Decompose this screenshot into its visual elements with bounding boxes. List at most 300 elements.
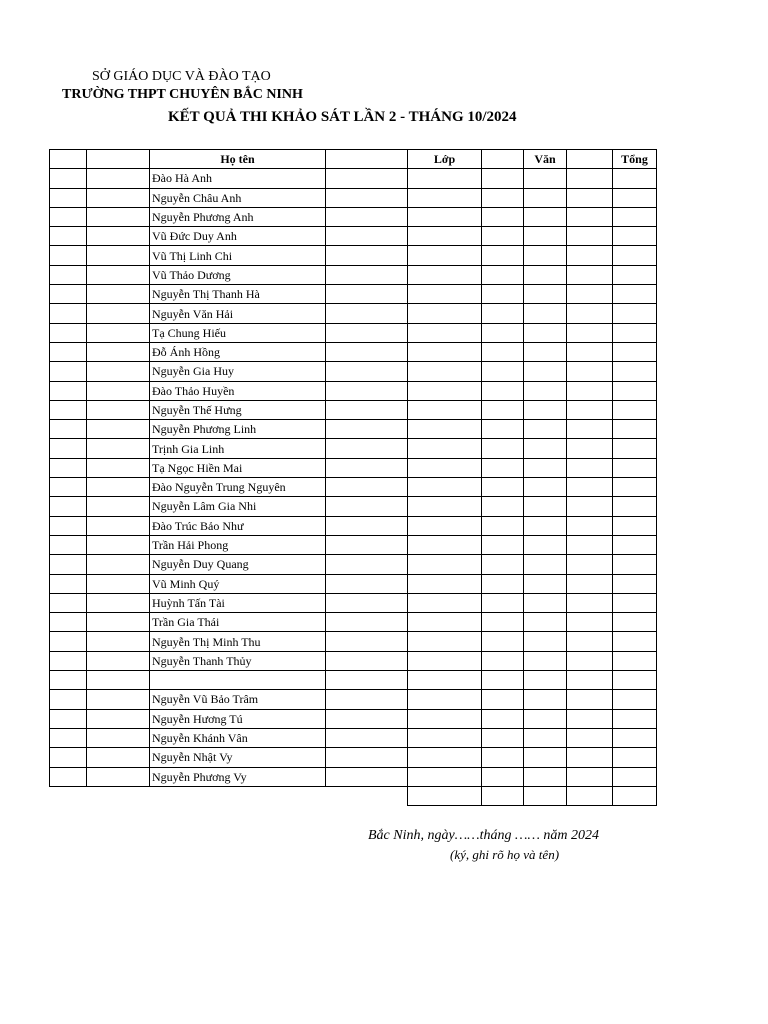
table-cell: [613, 671, 657, 690]
student-name: Nguyễn Châu Anh: [150, 188, 326, 207]
table-cell: [408, 478, 482, 497]
table-cell: [567, 728, 613, 747]
table-cell: [408, 227, 482, 246]
student-name: Tạ Ngọc Hiền Mai: [150, 458, 326, 477]
table-cell: [50, 400, 87, 419]
table-cell: [613, 497, 657, 516]
student-name: Đào Nguyễn Trung Nguyên: [150, 478, 326, 497]
table-cell: [50, 516, 87, 535]
table-cell: [567, 535, 613, 554]
table-cell: [87, 516, 150, 535]
table-cell: [613, 516, 657, 535]
table-cell: [50, 671, 87, 690]
table-cell: [87, 613, 150, 632]
table-cell: [567, 439, 613, 458]
table-cell: [408, 207, 482, 226]
table-cell: [482, 690, 524, 709]
table-cell: [87, 478, 150, 497]
table-cell: [613, 227, 657, 246]
header-cell: [50, 150, 87, 169]
table-cell: [408, 362, 482, 381]
table-cell: [482, 381, 524, 400]
table-cell: [613, 574, 657, 593]
table-cell: [524, 207, 567, 226]
table-cell: [613, 400, 657, 419]
table-cell: [524, 651, 567, 670]
table-cell: [87, 458, 150, 477]
table-cell: [567, 458, 613, 477]
table-cell: [613, 593, 657, 612]
table-cell: [482, 227, 524, 246]
table-cell: [482, 188, 524, 207]
table-cell: [482, 786, 524, 805]
column-header-literature: Văn: [524, 150, 567, 169]
table-cell: [567, 420, 613, 439]
table-cell: [408, 323, 482, 342]
table-cell: [150, 786, 326, 805]
table-cell: [326, 439, 408, 458]
student-name: Nguyễn Vũ Bảo Trâm: [150, 690, 326, 709]
student-name: Nguyễn Văn Hải: [150, 304, 326, 323]
table-cell: [567, 304, 613, 323]
table-cell: [87, 728, 150, 747]
student-name: Nguyễn Phương Vy: [150, 767, 326, 786]
table-cell: [326, 593, 408, 612]
table-cell: [524, 613, 567, 632]
table-cell: [567, 574, 613, 593]
school-name: TRƯỜNG THPT CHUYÊN BẮC NINH: [62, 87, 303, 102]
table-row: [50, 767, 657, 786]
student-name: Nguyễn Thị Thanh Hà: [150, 285, 326, 304]
table-cell: [613, 651, 657, 670]
table-cell: [524, 728, 567, 747]
table-cell: [408, 574, 482, 593]
table-row: [50, 709, 657, 728]
table-cell: [524, 709, 567, 728]
signature-place-date: Bắc Ninh, ngày……tháng …… năm 2024: [368, 828, 599, 843]
table-cell: [482, 497, 524, 516]
table-cell: [567, 632, 613, 651]
table-cell: [326, 227, 408, 246]
table-cell: [326, 613, 408, 632]
table-cell: [50, 188, 87, 207]
student-name: Trần Hải Phong: [150, 535, 326, 554]
table-cell: [613, 728, 657, 747]
table-cell: [50, 265, 87, 284]
header-cell: [567, 150, 613, 169]
table-row: [50, 690, 657, 709]
table-cell: [408, 458, 482, 477]
table-cell: [326, 188, 408, 207]
student-name: Huỳnh Tấn Tài: [150, 593, 326, 612]
table-cell: [326, 420, 408, 439]
table-cell: [326, 632, 408, 651]
table-cell: [408, 535, 482, 554]
table-cell: [524, 535, 567, 554]
student-name: Nguyễn Duy Quang: [150, 555, 326, 574]
table-cell: [482, 420, 524, 439]
table-cell: [482, 439, 524, 458]
table-cell: [613, 362, 657, 381]
table-cell: [613, 323, 657, 342]
table-cell: [408, 516, 482, 535]
table-cell: [567, 767, 613, 786]
table-cell: [326, 169, 408, 188]
table-row: [50, 227, 657, 246]
student-name: Vũ Minh Quý: [150, 574, 326, 593]
table-cell: [524, 362, 567, 381]
table-cell: [50, 342, 87, 361]
table-cell: [613, 381, 657, 400]
table-row: [50, 574, 657, 593]
table-cell: [567, 593, 613, 612]
table-cell: [613, 632, 657, 651]
table-cell: [524, 169, 567, 188]
table-cell: [613, 767, 657, 786]
table-cell: [524, 227, 567, 246]
table-cell: [524, 342, 567, 361]
table-cell: [524, 188, 567, 207]
table-cell: [524, 671, 567, 690]
table-cell: [613, 207, 657, 226]
table-cell: [87, 342, 150, 361]
table-cell: [482, 671, 524, 690]
table-footer-row: [50, 786, 657, 805]
table-cell: [326, 207, 408, 226]
table-row: [50, 265, 657, 284]
table-cell: [50, 632, 87, 651]
table-cell: [408, 748, 482, 767]
table-cell: [326, 342, 408, 361]
table-row: [50, 381, 657, 400]
table-cell: [50, 420, 87, 439]
table-cell: [567, 285, 613, 304]
table-row: [50, 188, 657, 207]
table-row: [50, 671, 657, 690]
student-name: Tạ Chung Hiếu: [150, 323, 326, 342]
table-cell: [408, 728, 482, 747]
department-name: SỞ GIÁO DỤC VÀ ĐÀO TẠO: [92, 69, 271, 84]
table-row: [50, 323, 657, 342]
column-header-total: Tổng: [613, 150, 657, 169]
table-cell: [613, 304, 657, 323]
table-cell: [524, 323, 567, 342]
table-row: [50, 555, 657, 574]
table-cell: [567, 478, 613, 497]
results-table: [49, 149, 657, 806]
table-cell: [50, 169, 87, 188]
table-cell: [326, 400, 408, 419]
table-row: [50, 207, 657, 226]
table-cell: [567, 671, 613, 690]
table-cell: [50, 207, 87, 226]
table-cell: [87, 207, 150, 226]
table-cell: [326, 381, 408, 400]
table-cell: [482, 632, 524, 651]
table-cell: [567, 651, 613, 670]
table-cell: [613, 786, 657, 805]
table-cell: [408, 651, 482, 670]
table-cell: [567, 516, 613, 535]
table-cell: [326, 574, 408, 593]
table-cell: [87, 574, 150, 593]
table-cell: [87, 748, 150, 767]
table-cell: [87, 632, 150, 651]
table-cell: [326, 728, 408, 747]
table-cell: [482, 458, 524, 477]
table-cell: [408, 381, 482, 400]
table-cell: [87, 246, 150, 265]
table-cell: [482, 516, 524, 535]
table-cell: [326, 671, 408, 690]
table-cell: [50, 227, 87, 246]
table-cell: [613, 478, 657, 497]
table-cell: [50, 651, 87, 670]
table-cell: [613, 690, 657, 709]
table-cell: [326, 767, 408, 786]
table-cell: [613, 420, 657, 439]
column-header-class: Lớp: [408, 150, 482, 169]
table-cell: [613, 246, 657, 265]
table-cell: [567, 265, 613, 284]
table-cell: [50, 478, 87, 497]
table-cell: [567, 342, 613, 361]
table-cell: [524, 381, 567, 400]
table-cell: [50, 246, 87, 265]
table-cell: [87, 709, 150, 728]
table-cell: [408, 632, 482, 651]
table-cell: [408, 342, 482, 361]
table-cell: [613, 188, 657, 207]
table-cell: [613, 169, 657, 188]
header-cell: [326, 150, 408, 169]
table-cell: [50, 381, 87, 400]
table-cell: [50, 323, 87, 342]
table-cell: [87, 497, 150, 516]
table-row: [50, 342, 657, 361]
table-cell: [87, 555, 150, 574]
table-cell: [482, 478, 524, 497]
table-cell: [482, 651, 524, 670]
table-row: [50, 439, 657, 458]
table-cell: [524, 767, 567, 786]
table-cell: [50, 497, 87, 516]
table-cell: [326, 555, 408, 574]
table-row: [50, 728, 657, 747]
table-cell: [408, 555, 482, 574]
table-cell: [408, 497, 482, 516]
student-name: Nguyễn Thế Hưng: [150, 400, 326, 419]
table-cell: [524, 246, 567, 265]
student-name: Đỗ Ánh Hồng: [150, 342, 326, 361]
table-row: [50, 420, 657, 439]
table-cell: [613, 458, 657, 477]
table-cell: [482, 728, 524, 747]
table-row: [50, 304, 657, 323]
table-cell: [482, 323, 524, 342]
table-cell: [50, 304, 87, 323]
table-cell: [50, 362, 87, 381]
table-row: [50, 748, 657, 767]
table-cell: [524, 439, 567, 458]
student-name: Trịnh Gia Linh: [150, 439, 326, 458]
table-cell: [482, 767, 524, 786]
table-cell: [326, 246, 408, 265]
table-cell: [87, 227, 150, 246]
table-cell: [87, 690, 150, 709]
table-cell: [50, 767, 87, 786]
table-cell: [613, 748, 657, 767]
table-cell: [326, 458, 408, 477]
table-cell: [87, 169, 150, 188]
table-cell: [482, 362, 524, 381]
table-cell: [408, 285, 482, 304]
table-header-row: [50, 150, 657, 169]
table-cell: [50, 709, 87, 728]
table-cell: [524, 458, 567, 477]
table-cell: [482, 748, 524, 767]
table-cell: [567, 613, 613, 632]
table-row: [50, 516, 657, 535]
table-cell: [613, 342, 657, 361]
table-cell: [326, 265, 408, 284]
table-cell: [524, 478, 567, 497]
table-cell: [613, 613, 657, 632]
table-cell: [326, 786, 408, 805]
table-row: [50, 169, 657, 188]
table-cell: [408, 420, 482, 439]
student-name: Nguyễn Hương Tú: [150, 709, 326, 728]
student-name: Đào Thảo Huyền: [150, 381, 326, 400]
table-cell: [87, 323, 150, 342]
table-row: [50, 478, 657, 497]
table-cell: [482, 265, 524, 284]
table-row: [50, 632, 657, 651]
student-name: Nguyễn Thị Minh Thu: [150, 632, 326, 651]
table-cell: [50, 593, 87, 612]
table-cell: [50, 690, 87, 709]
table-cell: [482, 613, 524, 632]
table-cell: [567, 709, 613, 728]
table-cell: [408, 690, 482, 709]
table-cell: [50, 613, 87, 632]
table-cell: [326, 323, 408, 342]
table-cell: [482, 555, 524, 574]
table-cell: [408, 169, 482, 188]
table-cell: [326, 362, 408, 381]
table-cell: [50, 728, 87, 747]
table-cell: [613, 265, 657, 284]
table-cell: [50, 786, 87, 805]
table-cell: [524, 786, 567, 805]
table-cell: [50, 285, 87, 304]
table-cell: [87, 362, 150, 381]
table-cell: [482, 304, 524, 323]
table-row: [50, 362, 657, 381]
table-cell: [408, 613, 482, 632]
table-cell: [408, 188, 482, 207]
table-cell: [524, 574, 567, 593]
student-name: Vũ Thảo Dương: [150, 265, 326, 284]
table-cell: [87, 439, 150, 458]
student-name: Nguyễn Khánh Vân: [150, 728, 326, 747]
table-cell: [408, 439, 482, 458]
table-cell: [482, 535, 524, 554]
table-cell: [87, 671, 150, 690]
table-row: [50, 285, 657, 304]
column-header-name: Họ tên: [150, 150, 326, 169]
table-cell: [524, 420, 567, 439]
table-cell: [524, 690, 567, 709]
table-cell: [408, 593, 482, 612]
student-name: Nguyễn Thanh Thủy: [150, 651, 326, 670]
table-cell: [87, 304, 150, 323]
table-cell: [524, 400, 567, 419]
table-cell: [524, 285, 567, 304]
student-name: [150, 671, 326, 690]
page-title: KẾT QUẢ THI KHẢO SÁT LẦN 2 - THÁNG 10/2024: [168, 109, 517, 125]
student-name: Đào Trúc Bảo Như: [150, 516, 326, 535]
table-cell: [524, 304, 567, 323]
table-cell: [482, 285, 524, 304]
table-cell: [408, 786, 482, 805]
table-cell: [524, 593, 567, 612]
student-name: Nguyễn Lâm Gia Nhi: [150, 497, 326, 516]
table-cell: [87, 535, 150, 554]
table-cell: [50, 439, 87, 458]
table-row: [50, 497, 657, 516]
student-name: Nguyễn Nhật Vy: [150, 748, 326, 767]
table-cell: [408, 246, 482, 265]
table-cell: [482, 709, 524, 728]
table-row: [50, 400, 657, 419]
table-cell: [613, 439, 657, 458]
table-cell: [326, 748, 408, 767]
table-cell: [482, 400, 524, 419]
table-cell: [567, 690, 613, 709]
table-cell: [613, 535, 657, 554]
table-cell: [87, 265, 150, 284]
table-cell: [482, 169, 524, 188]
table-cell: [408, 265, 482, 284]
table-cell: [524, 748, 567, 767]
table-cell: [567, 786, 613, 805]
table-cell: [524, 555, 567, 574]
table-cell: [326, 285, 408, 304]
table-row: [50, 593, 657, 612]
table-cell: [567, 555, 613, 574]
table-cell: [408, 709, 482, 728]
table-cell: [326, 651, 408, 670]
table-cell: [567, 227, 613, 246]
student-name: Đào Hà Anh: [150, 169, 326, 188]
table-cell: [524, 497, 567, 516]
header-cell: [482, 150, 524, 169]
table-row: [50, 651, 657, 670]
table-cell: [567, 497, 613, 516]
table-cell: [524, 516, 567, 535]
table-cell: [50, 555, 87, 574]
table-cell: [50, 748, 87, 767]
student-name: Vũ Đức Duy Anh: [150, 227, 326, 246]
table-cell: [408, 304, 482, 323]
table-cell: [567, 207, 613, 226]
table-cell: [567, 188, 613, 207]
table-row: [50, 613, 657, 632]
table-cell: [326, 478, 408, 497]
table-cell: [408, 400, 482, 419]
table-cell: [567, 362, 613, 381]
